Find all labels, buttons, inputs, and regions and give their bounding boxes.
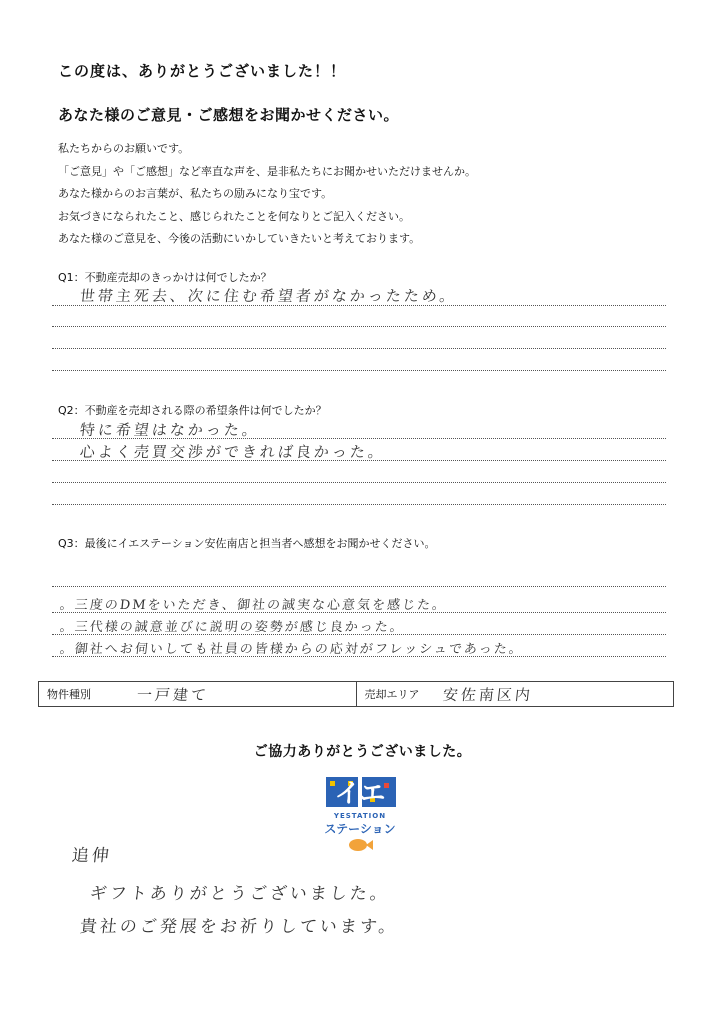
postscript-line: 貴社のご発展をお祈りしています。 [78, 917, 400, 937]
answer-line [52, 460, 666, 461]
answer-line [52, 348, 666, 349]
sale-area-label: 売却エリア [364, 688, 420, 701]
answer-line [52, 612, 666, 613]
logo-fish-icon [349, 839, 367, 851]
answer-line [52, 504, 666, 505]
intro-line: お気づきになられたこと、感じられたことを何なりとご記入ください。 [58, 209, 410, 223]
answer-line [52, 370, 666, 371]
answer-3a: 。三度のDMをいただき、御社の誠実な心意気を感じた。 [59, 598, 448, 613]
answer-line [52, 482, 666, 483]
answer-line [52, 634, 666, 635]
property-type-value: 一戸建て [136, 685, 210, 704]
answer-3b: 。三代様の誠意並びに説明の姿勢が感じ良かった。 [59, 620, 406, 635]
postscript-heading: 追伸 [70, 846, 113, 866]
sale-area-value: 安佐南区内 [441, 685, 534, 704]
answer-1: 世帯主死去、次に住む希望者がなかったため。 [79, 287, 459, 305]
intro-text [58, 138, 476, 251]
intro-line: 私たちからのお願いです。 [58, 142, 190, 155]
answer-2a: 特に希望はなかった。 [79, 421, 261, 439]
intro-line: あなた様からのお言葉が、私たちの励みになり宝です。 [58, 187, 333, 200]
answer-line [52, 438, 666, 439]
answer-line [52, 326, 666, 327]
property-type-cell [39, 682, 356, 706]
property-type-label: 物件種別 [47, 688, 91, 701]
page-title: この度は、ありがとうございました！！ [58, 62, 347, 80]
logo-brand-jp: ステーション [324, 822, 396, 836]
answer-line [52, 586, 666, 587]
postscript-line: ギフトありがとうございました。 [88, 884, 391, 904]
company-logo [318, 775, 402, 855]
answer-line [52, 656, 666, 657]
logo-brand-en: YESTATION [333, 812, 387, 820]
question-3: Q3：最後にイエステーション安佐南店と担当者へ感想をお聞かせください。 [58, 537, 436, 550]
logo-mark: イエ [334, 779, 386, 809]
page-subtitle: あなた様のご意見・ご感想をお聞かせください。 [58, 106, 400, 124]
answer-3c: 。御社へお伺いしても社員の皆様からの応対がフレッシュであった。 [59, 642, 525, 657]
answer-line [52, 305, 666, 306]
intro-line: あなた様のご意見を、今後の活動にいかしていきたいと考えております。 [58, 232, 421, 245]
thanks-message: ご協力ありがとうございました。 [253, 744, 472, 760]
question-1: Q1：不動産売却のきっかけは何でしたか？ [58, 271, 272, 284]
answer-2b: 心よく売買交渉ができれば良かった。 [79, 443, 387, 461]
intro-line: 「ご意見」や「ご感想」など率直な声を、是非私たちにお聞かせいただけませんか。 [58, 164, 476, 178]
property-info-box [38, 681, 674, 707]
question-2: Q2：不動産を売却される際の希望条件は何でしたか？ [58, 404, 327, 417]
sale-area-cell [356, 682, 674, 706]
